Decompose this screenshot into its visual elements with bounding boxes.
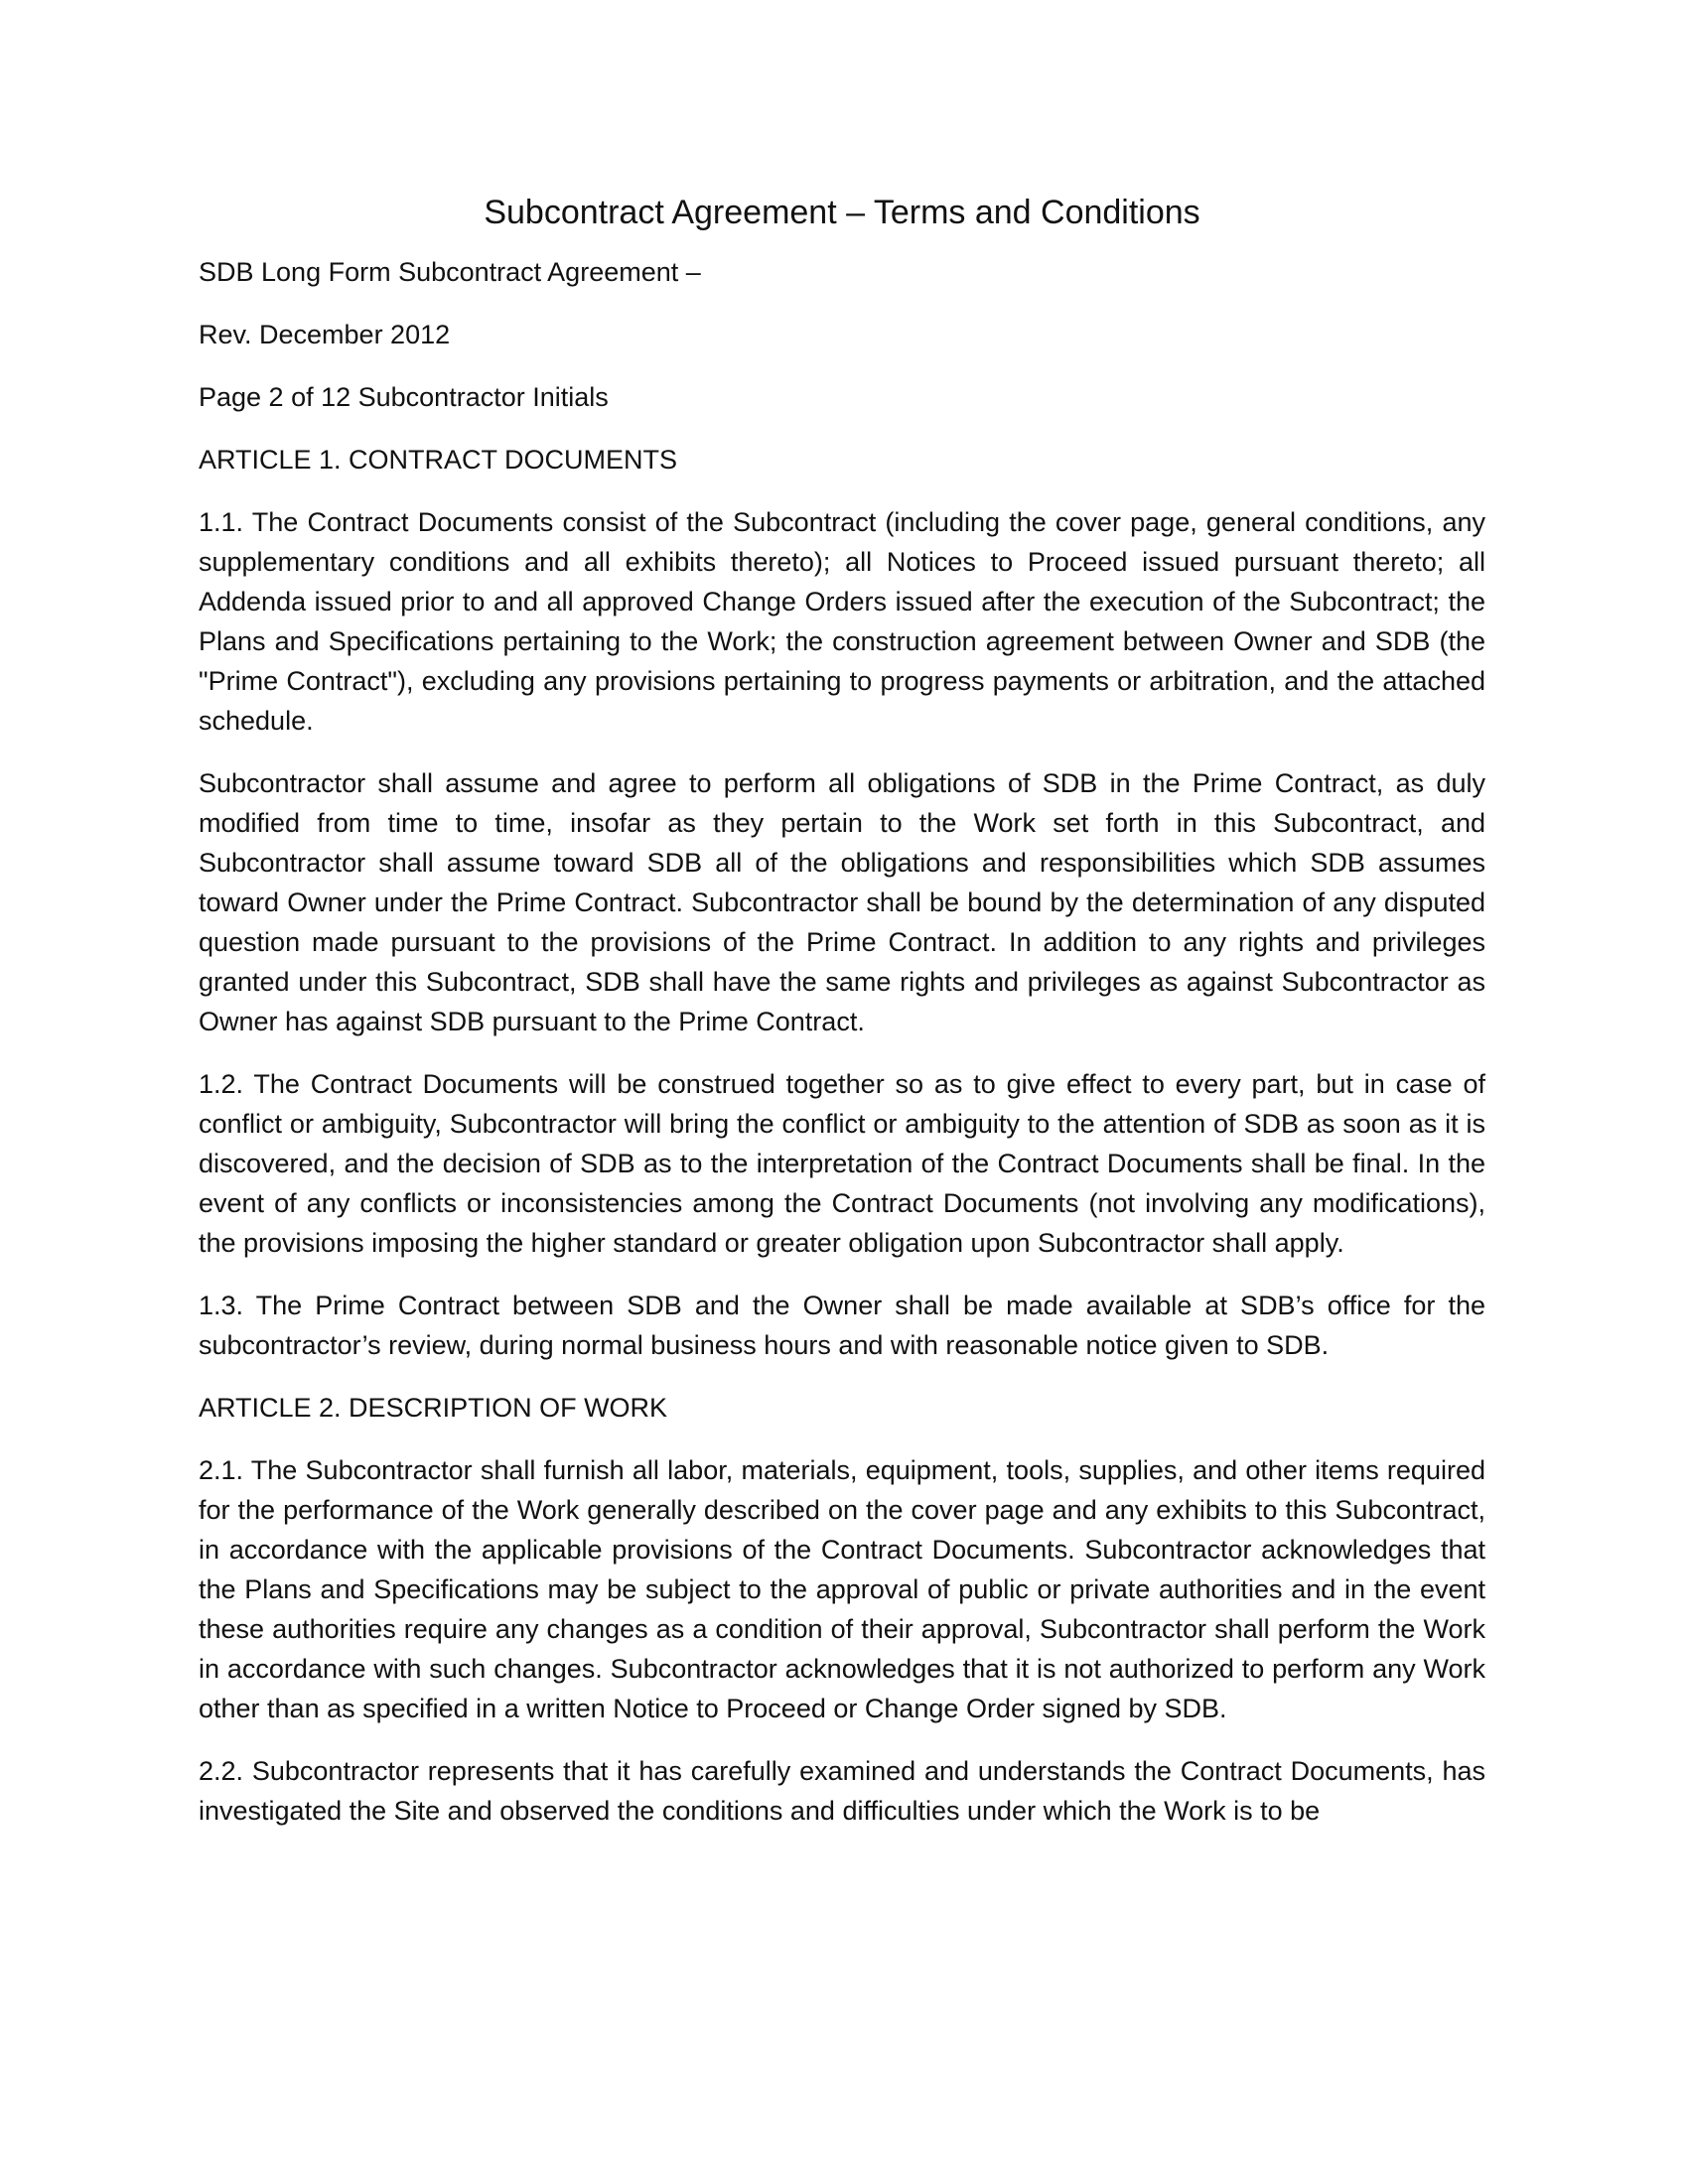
document-page	[199, 191, 1485, 1853]
form-name-line: SDB Long Form Subcontract Agreement –	[199, 257, 701, 287]
article-2-heading: ARTICLE 2. DESCRIPTION OF WORK	[199, 1393, 668, 1423]
article-1-heading: ARTICLE 1. CONTRACT DOCUMENTS	[199, 445, 678, 475]
paragraph-2-1: 2.1. The Subcontractor shall furnish all labor, materials, equipment, tools, supplies, and other items required for the performance of the Work generally described on the cover page and any exhibits to this Subcontract, in accordance with the applicable provisions of the Contract Documents. Subcontractor acknowledges that the Plans and Specifications may be subject to the approval of public or private authorities and in the event these authorities require any changes as a condition of their approval, Subcontractor shall perform the Work in accordance with such changes. Subcontractor acknowledges that it is not authorized to perform any Work other than as specified in a written Notice to Proceed or Change Order signed by SDB.	[199, 1455, 1485, 1723]
revision-line: Rev. December 2012	[199, 320, 451, 349]
paragraph-1-3: 1.3. The Prime Contract between SDB and the Owner shall be made available at SDB’s office for the subcontractor’s review, during normal business hours and with reasonable notice given to SDB.	[199, 1291, 1485, 1360]
document-title: Subcontract Agreement – Terms and Conditions	[484, 194, 1200, 231]
paragraph-1-2: 1.2. The Contract Documents will be construed together so as to give effect to every part, but in case of conflict or ambiguity, Subcontractor will bring the conflict or ambiguity to the attention of SDB as soon as it is discovered, and the decision of SDB as to the interpretation of the Contract Documents shall be final. In the event of any conflicts or inconsistencies among the Contract Documents (not involving any modifications), the provisions imposing the higher standard or greater obligation upon Subcontractor shall apply.	[199, 1069, 1485, 1258]
paragraph-1-1-continued: Subcontractor shall assume and agree to perform all obligations of SDB in the Prime Contract, as duly modified from time to time, insofar as they pertain to the Work set forth in this Subcontract, and Subcontractor shall assume toward SDB all of the obligations and responsibilities which SDB assumes toward Owner under the Prime Contract. Subcontractor shall be bound by the determination of any disputed question made pursuant to the provisions of the Prime Contract. In addition to any rights and privileges granted under this Subcontract, SDB shall have the same rights and privileges as against Subcontractor as Owner has against SDB pursuant to the Prime Contract.	[199, 768, 1485, 1036]
page-initials-line: Page 2 of 12 Subcontractor Initials	[199, 382, 609, 412]
paragraph-1-1: 1.1. The Contract Documents consist of the Subcontract (including the cover page, general conditions, any supplementary conditions and all exhibits thereto); all Notices to Proceed issued pursuant thereto; all Addenda issued prior to and all approved Change Orders issued after the execution of the Subcontract; the Plans and Specifications pertaining to the Work; the construction agreement between Owner and SDB (the "Prime Contract"), excluding any provisions pertaining to progress payments or arbitration, and the attached schedule.	[199, 507, 1485, 736]
paragraph-2-2: 2.2. Subcontractor represents that it has carefully examined and understands the Contract Documents, has investigated the Site and observed the conditions and difficulties under which the Work is to be	[199, 1756, 1485, 1826]
